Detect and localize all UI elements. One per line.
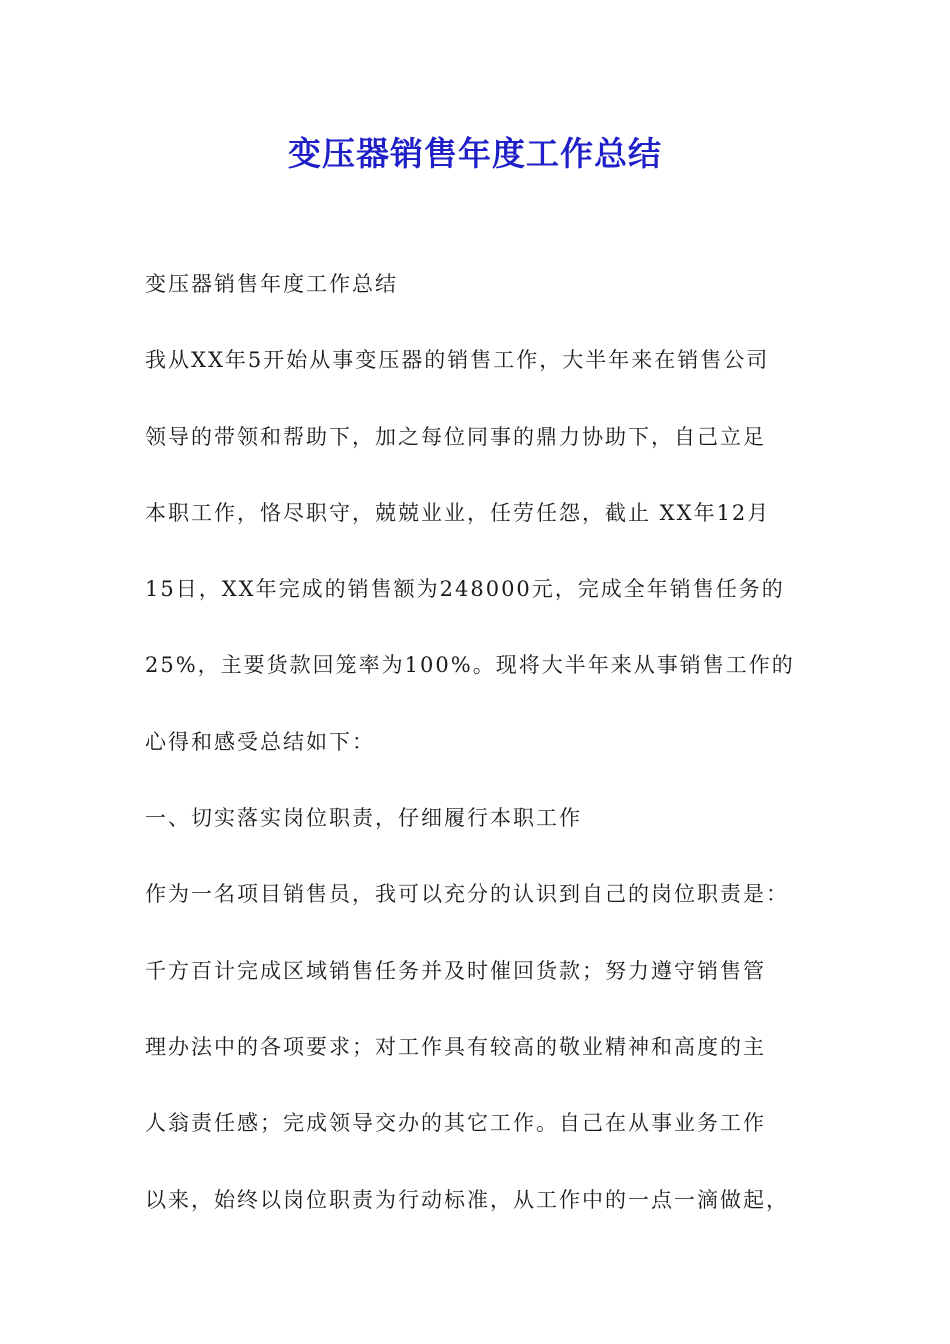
body-line: 以来，始终以岗位职责为行动标准，从工作中的一点一滴做起， bbox=[145, 1187, 789, 1212]
body-line: 我从XX年5开始从事变压器的销售工作，大半年来在销售公司 bbox=[145, 348, 770, 373]
body-line: 千方百计完成区域销售任务并及时催回货款；努力遵守销售管 bbox=[145, 958, 766, 983]
body-line: 25%，主要货款回笼率为100%。现将大半年来从事销售工作的 bbox=[145, 653, 795, 678]
body-line: 人翁责任感；完成领导交办的其它工作。自己在从事业务工作 bbox=[145, 1111, 766, 1136]
document-body bbox=[145, 258, 815, 1250]
body-line: 15日，XX年完成的销售额为248000元，完成全年销售任务的 bbox=[145, 577, 785, 602]
document-title: 变压器销售年度工作总结 bbox=[288, 134, 662, 173]
body-line: 本职工作，恪尽职守，兢兢业业，任劳任怨，截止 XX年12月 bbox=[145, 500, 771, 525]
body-line: 作为一名项目销售员，我可以充分的认识到自己的岗位职责是： bbox=[145, 882, 789, 907]
body-line: 心得和感受总结如下： bbox=[145, 729, 375, 754]
body-line: 理办法中的各项要求；对工作具有较高的敬业精神和高度的主 bbox=[145, 1034, 766, 1059]
body-line: 变压器销售年度工作总结 bbox=[145, 272, 398, 296]
body-line: 领导的带领和帮助下，加之每位同事的鼎力协助下，自己立足 bbox=[145, 424, 766, 449]
section-heading: 一、切实落实岗位职责，仔细履行本职工作 bbox=[145, 806, 582, 831]
